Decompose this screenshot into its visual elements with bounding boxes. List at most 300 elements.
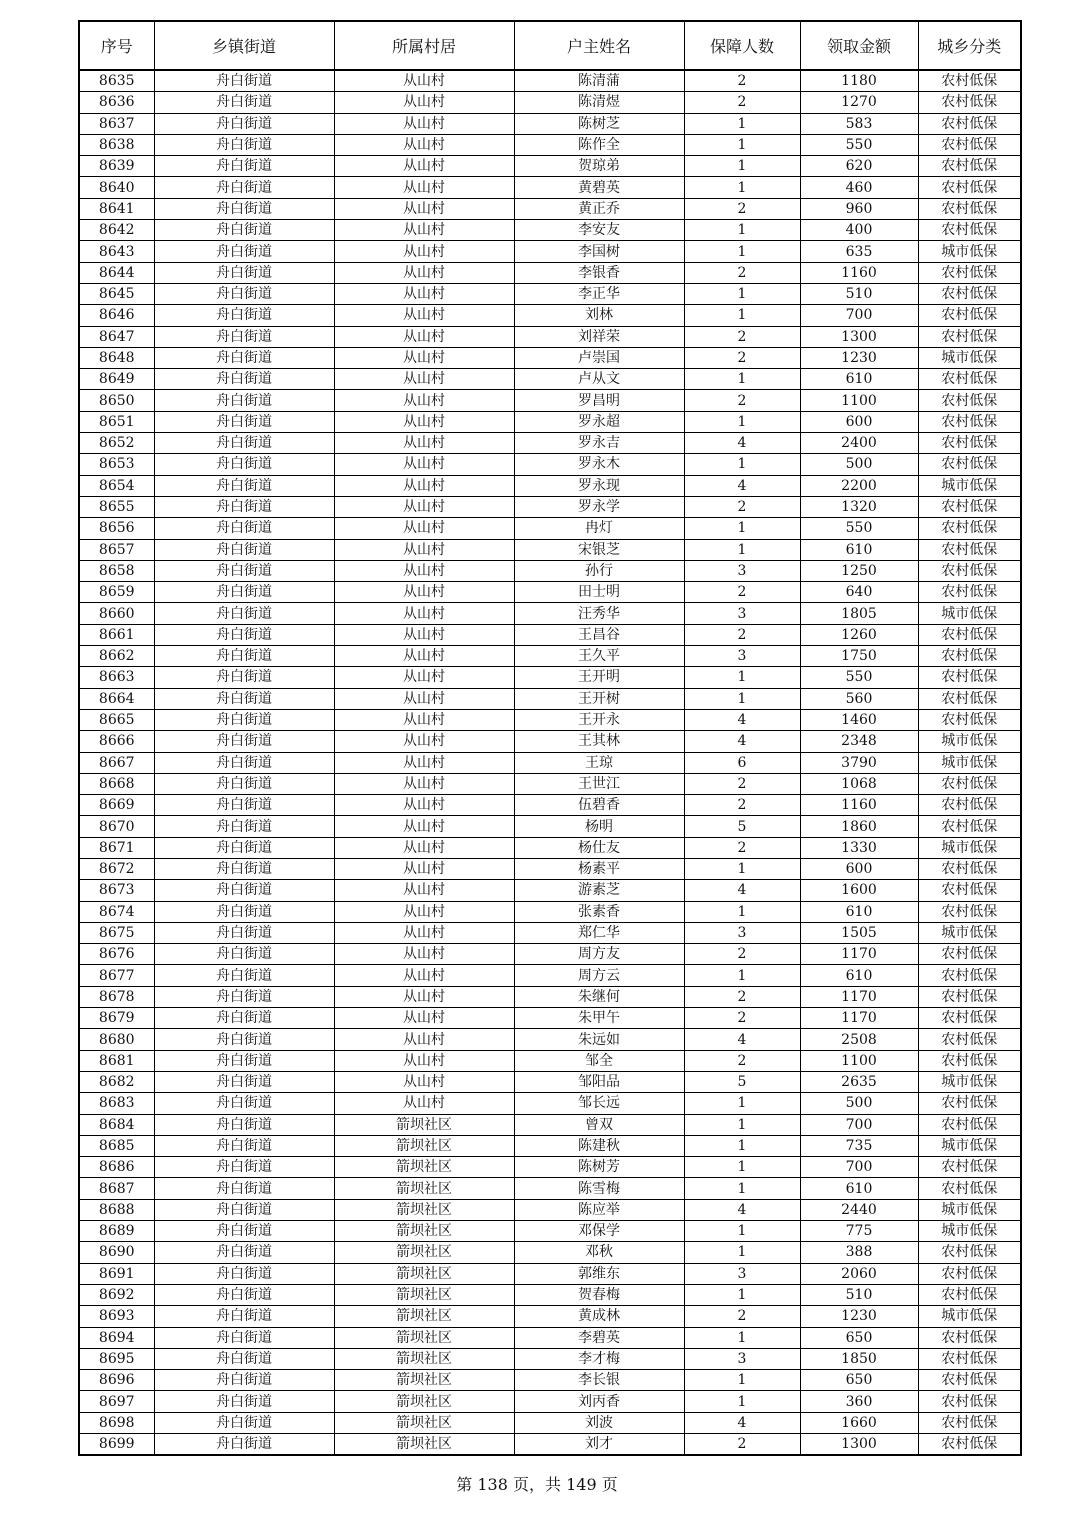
subdistrict-cell: 舟白街道: [154, 795, 334, 816]
village-cell: 从山村: [334, 539, 514, 560]
category-cell: 农村低保: [918, 944, 1021, 965]
village-cell: 从山村: [334, 880, 514, 901]
table-row: [79, 411, 1021, 432]
serial-no-cell: 8643: [79, 241, 154, 262]
village-cell: 从山村: [334, 454, 514, 475]
amount-cell: 1660: [800, 1412, 918, 1433]
header-village: 所属村居: [334, 21, 514, 70]
serial-no-cell: 8645: [79, 283, 154, 304]
covered-persons-cell: 6: [684, 752, 800, 773]
subdistrict-cell: 舟白街道: [154, 560, 334, 581]
subdistrict-cell: 舟白街道: [154, 390, 334, 411]
householder-cell: 周方友: [514, 944, 684, 965]
serial-no-cell: 8653: [79, 454, 154, 475]
amount-cell: 610: [800, 539, 918, 560]
subdistrict-cell: 舟白街道: [154, 1242, 334, 1263]
table-row: [79, 944, 1021, 965]
householder-cell: 邹阳品: [514, 1071, 684, 1092]
covered-persons-cell: 2: [684, 582, 800, 603]
table-row: [79, 1221, 1021, 1242]
covered-persons-cell: 1: [684, 220, 800, 241]
table-row: [79, 156, 1021, 177]
table-row: [79, 1093, 1021, 1114]
subdistrict-cell: 舟白街道: [154, 92, 334, 113]
category-cell: 农村低保: [918, 411, 1021, 432]
category-cell: 农村低保: [918, 496, 1021, 517]
covered-persons-cell: 3: [684, 646, 800, 667]
village-cell: 从山村: [334, 113, 514, 134]
village-cell: 从山村: [334, 965, 514, 986]
subdistrict-cell: 舟白街道: [154, 1178, 334, 1199]
householder-cell: 李安友: [514, 220, 684, 241]
village-cell: 箭坝社区: [334, 1157, 514, 1178]
subdistrict-cell: 舟白街道: [154, 1157, 334, 1178]
subdistrict-cell: 舟白街道: [154, 1199, 334, 1220]
householder-cell: 游素芝: [514, 880, 684, 901]
table-row: [79, 773, 1021, 794]
covered-persons-cell: 2: [684, 326, 800, 347]
subdistrict-cell: 舟白街道: [154, 1391, 334, 1412]
amount-cell: 400: [800, 220, 918, 241]
table-row: [79, 1199, 1021, 1220]
householder-cell: 陈作全: [514, 134, 684, 155]
category-cell: 农村低保: [918, 1242, 1021, 1263]
village-cell: 从山村: [334, 241, 514, 262]
table-row: [79, 326, 1021, 347]
subdistrict-cell: 舟白街道: [154, 283, 334, 304]
village-cell: 从山村: [334, 752, 514, 773]
amount-cell: 360: [800, 1391, 918, 1412]
village-cell: 从山村: [334, 709, 514, 730]
village-cell: 箭坝社区: [334, 1242, 514, 1263]
serial-no-cell: 8677: [79, 965, 154, 986]
amount-cell: 640: [800, 582, 918, 603]
serial-no-cell: 8666: [79, 731, 154, 752]
village-cell: 从山村: [334, 433, 514, 454]
subdistrict-cell: 舟白街道: [154, 1263, 334, 1284]
amount-cell: 1230: [800, 1306, 918, 1327]
village-cell: 从山村: [334, 603, 514, 624]
householder-cell: 罗永现: [514, 475, 684, 496]
subdistrict-cell: 舟白街道: [154, 582, 334, 603]
subdistrict-cell: 舟白街道: [154, 454, 334, 475]
householder-cell: 田士明: [514, 582, 684, 603]
category-cell: 农村低保: [918, 624, 1021, 645]
table-row: [79, 880, 1021, 901]
serial-no-cell: 8686: [79, 1157, 154, 1178]
subdistrict-cell: 舟白街道: [154, 1412, 334, 1433]
covered-persons-cell: 1: [684, 1284, 800, 1305]
householder-cell: 曾双: [514, 1114, 684, 1135]
table-row: [79, 433, 1021, 454]
category-cell: 农村低保: [918, 134, 1021, 155]
assistance-roster-table: [78, 20, 1022, 1456]
amount-cell: 3790: [800, 752, 918, 773]
category-cell: 城市低保: [918, 241, 1021, 262]
amount-cell: 500: [800, 1093, 918, 1114]
amount-cell: 1100: [800, 1050, 918, 1071]
village-cell: 从山村: [334, 922, 514, 943]
subdistrict-cell: 舟白街道: [154, 1071, 334, 1092]
amount-cell: 550: [800, 134, 918, 155]
category-cell: 农村低保: [918, 560, 1021, 581]
table-row: [79, 369, 1021, 390]
serial-no-cell: 8648: [79, 347, 154, 368]
category-cell: 城市低保: [918, 1071, 1021, 1092]
covered-persons-cell: 1: [684, 156, 800, 177]
subdistrict-cell: 舟白街道: [154, 1093, 334, 1114]
table-row: [79, 496, 1021, 517]
householder-cell: 李国树: [514, 241, 684, 262]
subdistrict-cell: 舟白街道: [154, 177, 334, 198]
serial-no-cell: 8637: [79, 113, 154, 134]
amount-cell: 2348: [800, 731, 918, 752]
householder-cell: 张素香: [514, 901, 684, 922]
serial-no-cell: 8679: [79, 1008, 154, 1029]
covered-persons-cell: 2: [684, 496, 800, 517]
table-row: [79, 709, 1021, 730]
table-row: [79, 922, 1021, 943]
category-cell: 农村低保: [918, 1050, 1021, 1071]
village-cell: 从山村: [334, 837, 514, 858]
serial-no-cell: 8640: [79, 177, 154, 198]
subdistrict-cell: 舟白街道: [154, 752, 334, 773]
amount-cell: 610: [800, 369, 918, 390]
village-cell: 从山村: [334, 70, 514, 92]
covered-persons-cell: 1: [684, 454, 800, 475]
serial-no-cell: 8685: [79, 1135, 154, 1156]
householder-cell: 朱继何: [514, 986, 684, 1007]
amount-cell: 388: [800, 1242, 918, 1263]
table-row: [79, 731, 1021, 752]
householder-cell: 王开永: [514, 709, 684, 730]
covered-persons-cell: 4: [684, 433, 800, 454]
table-row: [79, 1284, 1021, 1305]
serial-no-cell: 8657: [79, 539, 154, 560]
amount-cell: 560: [800, 688, 918, 709]
covered-persons-cell: 2: [684, 390, 800, 411]
village-cell: 从山村: [334, 369, 514, 390]
amount-cell: 510: [800, 1284, 918, 1305]
village-cell: 从山村: [334, 156, 514, 177]
subdistrict-cell: 舟白街道: [154, 1114, 334, 1135]
category-cell: 城市低保: [918, 475, 1021, 496]
householder-cell: 李碧英: [514, 1327, 684, 1348]
covered-persons-cell: 5: [684, 1071, 800, 1092]
category-cell: 农村低保: [918, 816, 1021, 837]
village-cell: 箭坝社区: [334, 1412, 514, 1433]
covered-persons-cell: 2: [684, 262, 800, 283]
householder-cell: 陈清煜: [514, 92, 684, 113]
householder-cell: 郭维东: [514, 1263, 684, 1284]
subdistrict-cell: 舟白街道: [154, 901, 334, 922]
subdistrict-cell: 舟白街道: [154, 326, 334, 347]
covered-persons-cell: 2: [684, 1434, 800, 1456]
householder-cell: 罗永木: [514, 454, 684, 475]
amount-cell: 1230: [800, 347, 918, 368]
householder-cell: 郑仁华: [514, 922, 684, 943]
householder-cell: 朱甲午: [514, 1008, 684, 1029]
serial-no-cell: 8669: [79, 795, 154, 816]
amount-cell: 1460: [800, 709, 918, 730]
subdistrict-cell: 舟白街道: [154, 347, 334, 368]
village-cell: 从山村: [334, 134, 514, 155]
amount-cell: 500: [800, 454, 918, 475]
subdistrict-cell: 舟白街道: [154, 113, 334, 134]
serial-no-cell: 8662: [79, 646, 154, 667]
amount-cell: 1805: [800, 603, 918, 624]
category-cell: 农村低保: [918, 390, 1021, 411]
table-row: [79, 92, 1021, 113]
village-cell: 从山村: [334, 816, 514, 837]
serial-no-cell: 8654: [79, 475, 154, 496]
category-cell: 农村低保: [918, 688, 1021, 709]
covered-persons-cell: 1: [684, 177, 800, 198]
category-cell: 农村低保: [918, 518, 1021, 539]
covered-persons-cell: 1: [684, 1178, 800, 1199]
subdistrict-cell: 舟白街道: [154, 1370, 334, 1391]
amount-cell: 1850: [800, 1348, 918, 1369]
subdistrict-cell: 舟白街道: [154, 965, 334, 986]
householder-cell: 李正华: [514, 283, 684, 304]
category-cell: 农村低保: [918, 965, 1021, 986]
category-cell: 城市低保: [918, 731, 1021, 752]
covered-persons-cell: 1: [684, 1114, 800, 1135]
category-cell: 农村低保: [918, 283, 1021, 304]
category-cell: 城市低保: [918, 1135, 1021, 1156]
subdistrict-cell: 舟白街道: [154, 858, 334, 879]
householder-cell: 罗永吉: [514, 433, 684, 454]
village-cell: 从山村: [334, 1008, 514, 1029]
category-cell: 农村低保: [918, 539, 1021, 560]
serial-no-cell: 8644: [79, 262, 154, 283]
subdistrict-cell: 舟白街道: [154, 688, 334, 709]
amount-cell: 735: [800, 1135, 918, 1156]
village-cell: 从山村: [334, 773, 514, 794]
village-cell: 箭坝社区: [334, 1370, 514, 1391]
serial-no-cell: 8642: [79, 220, 154, 241]
covered-persons-cell: 2: [684, 92, 800, 113]
village-cell: 从山村: [334, 944, 514, 965]
subdistrict-cell: 舟白街道: [154, 134, 334, 155]
subdistrict-cell: 舟白街道: [154, 518, 334, 539]
table-row: [79, 816, 1021, 837]
category-cell: 农村低保: [918, 858, 1021, 879]
village-cell: 从山村: [334, 901, 514, 922]
covered-persons-cell: 3: [684, 560, 800, 581]
village-cell: 箭坝社区: [334, 1391, 514, 1412]
village-cell: 箭坝社区: [334, 1434, 514, 1456]
serial-no-cell: 8656: [79, 518, 154, 539]
subdistrict-cell: 舟白街道: [154, 1348, 334, 1369]
amount-cell: 600: [800, 411, 918, 432]
amount-cell: 600: [800, 858, 918, 879]
village-cell: 从山村: [334, 347, 514, 368]
amount-cell: 610: [800, 965, 918, 986]
category-cell: 农村低保: [918, 433, 1021, 454]
table-row: [79, 1029, 1021, 1050]
covered-persons-cell: 2: [684, 347, 800, 368]
amount-cell: 1330: [800, 837, 918, 858]
covered-persons-cell: 4: [684, 475, 800, 496]
amount-cell: 1250: [800, 560, 918, 581]
serial-no-cell: 8690: [79, 1242, 154, 1263]
amount-cell: 650: [800, 1370, 918, 1391]
subdistrict-cell: 舟白街道: [154, 1434, 334, 1456]
category-cell: 城市低保: [918, 1306, 1021, 1327]
category-cell: 农村低保: [918, 1434, 1021, 1456]
category-cell: 农村低保: [918, 1178, 1021, 1199]
amount-cell: 1300: [800, 326, 918, 347]
subdistrict-cell: 舟白街道: [154, 156, 334, 177]
village-cell: 从山村: [334, 560, 514, 581]
table-row: [79, 390, 1021, 411]
serial-no-cell: 8660: [79, 603, 154, 624]
householder-cell: 李长银: [514, 1370, 684, 1391]
header-covered-persons: 保障人数: [684, 21, 800, 70]
covered-persons-cell: 1: [684, 667, 800, 688]
subdistrict-cell: 舟白街道: [154, 1050, 334, 1071]
amount-cell: 960: [800, 198, 918, 219]
householder-cell: 陈树芳: [514, 1157, 684, 1178]
amount-cell: 2400: [800, 433, 918, 454]
category-cell: 农村低保: [918, 1029, 1021, 1050]
subdistrict-cell: 舟白街道: [154, 1221, 334, 1242]
village-cell: 从山村: [334, 646, 514, 667]
amount-cell: 1100: [800, 390, 918, 411]
subdistrict-cell: 舟白街道: [154, 773, 334, 794]
covered-persons-cell: 1: [684, 858, 800, 879]
village-cell: 从山村: [334, 475, 514, 496]
amount-cell: 1260: [800, 624, 918, 645]
table-row: [79, 837, 1021, 858]
table-row: [79, 1178, 1021, 1199]
householder-cell: 罗永超: [514, 411, 684, 432]
category-cell: 城市低保: [918, 347, 1021, 368]
covered-persons-cell: 3: [684, 922, 800, 943]
village-cell: 箭坝社区: [334, 1263, 514, 1284]
householder-cell: 孙行: [514, 560, 684, 581]
category-cell: 农村低保: [918, 986, 1021, 1007]
householder-cell: 朱远如: [514, 1029, 684, 1050]
serial-no-cell: 8664: [79, 688, 154, 709]
covered-persons-cell: 1: [684, 369, 800, 390]
serial-no-cell: 8674: [79, 901, 154, 922]
table-row: [79, 475, 1021, 496]
householder-cell: 陈清蒲: [514, 70, 684, 92]
category-cell: 农村低保: [918, 1412, 1021, 1433]
table-row: [79, 1412, 1021, 1433]
village-cell: 从山村: [334, 411, 514, 432]
covered-persons-cell: 5: [684, 816, 800, 837]
householder-cell: 刘祥荣: [514, 326, 684, 347]
serial-no-cell: 8687: [79, 1178, 154, 1199]
householder-cell: 邹全: [514, 1050, 684, 1071]
serial-no-cell: 8675: [79, 922, 154, 943]
covered-persons-cell: 2: [684, 1008, 800, 1029]
category-cell: 城市低保: [918, 1199, 1021, 1220]
table-row: [79, 1434, 1021, 1456]
amount-cell: 1170: [800, 944, 918, 965]
table-row: [79, 1008, 1021, 1029]
table-row: [79, 582, 1021, 603]
covered-persons-cell: 1: [684, 518, 800, 539]
amount-cell: 550: [800, 518, 918, 539]
subdistrict-cell: 舟白街道: [154, 709, 334, 730]
category-cell: 农村低保: [918, 305, 1021, 326]
householder-cell: 王久平: [514, 646, 684, 667]
householder-cell: 陈建秋: [514, 1135, 684, 1156]
covered-persons-cell: 1: [684, 539, 800, 560]
covered-persons-cell: 1: [684, 688, 800, 709]
table-row: [79, 198, 1021, 219]
table-row: [79, 1071, 1021, 1092]
subdistrict-cell: 舟白街道: [154, 1284, 334, 1305]
covered-persons-cell: 1: [684, 1135, 800, 1156]
table-row: [79, 795, 1021, 816]
table-row: [79, 177, 1021, 198]
serial-no-cell: 8635: [79, 70, 154, 92]
householder-cell: 卢崇国: [514, 347, 684, 368]
householder-cell: 罗昌明: [514, 390, 684, 411]
subdistrict-cell: 舟白街道: [154, 198, 334, 219]
village-cell: 从山村: [334, 305, 514, 326]
covered-persons-cell: 2: [684, 773, 800, 794]
category-cell: 农村低保: [918, 1327, 1021, 1348]
householder-cell: 杨明: [514, 816, 684, 837]
category-cell: 农村低保: [918, 1348, 1021, 1369]
householder-cell: 邹长远: [514, 1093, 684, 1114]
householder-cell: 李银香: [514, 262, 684, 283]
village-cell: 从山村: [334, 624, 514, 645]
village-cell: 从山村: [334, 283, 514, 304]
subdistrict-cell: 舟白街道: [154, 646, 334, 667]
category-cell: 农村低保: [918, 177, 1021, 198]
subdistrict-cell: 舟白街道: [154, 262, 334, 283]
subdistrict-cell: 舟白街道: [154, 880, 334, 901]
serial-no-cell: 8684: [79, 1114, 154, 1135]
subdistrict-cell: 舟白街道: [154, 922, 334, 943]
covered-persons-cell: 1: [684, 1221, 800, 1242]
category-cell: 农村低保: [918, 1157, 1021, 1178]
serial-no-cell: 8665: [79, 709, 154, 730]
header-amount: 领取金额: [800, 21, 918, 70]
subdistrict-cell: 舟白街道: [154, 496, 334, 517]
village-cell: 箭坝社区: [334, 1221, 514, 1242]
amount-cell: 1750: [800, 646, 918, 667]
householder-cell: 刘林: [514, 305, 684, 326]
amount-cell: 510: [800, 283, 918, 304]
covered-persons-cell: 1: [684, 1093, 800, 1114]
table-row: [79, 1263, 1021, 1284]
covered-persons-cell: 1: [684, 113, 800, 134]
amount-cell: 2508: [800, 1029, 918, 1050]
table-row: [79, 667, 1021, 688]
village-cell: 箭坝社区: [334, 1178, 514, 1199]
serial-no-cell: 8652: [79, 433, 154, 454]
category-cell: 农村低保: [918, 92, 1021, 113]
category-cell: 农村低保: [918, 795, 1021, 816]
category-cell: 农村低保: [918, 1093, 1021, 1114]
serial-no-cell: 8699: [79, 1434, 154, 1456]
householder-cell: 冉灯: [514, 518, 684, 539]
householder-cell: 陈树芝: [514, 113, 684, 134]
subdistrict-cell: 舟白街道: [154, 70, 334, 92]
subdistrict-cell: 舟白街道: [154, 1327, 334, 1348]
serial-no-cell: 8638: [79, 134, 154, 155]
subdistrict-cell: 舟白街道: [154, 1029, 334, 1050]
category-cell: 农村低保: [918, 667, 1021, 688]
